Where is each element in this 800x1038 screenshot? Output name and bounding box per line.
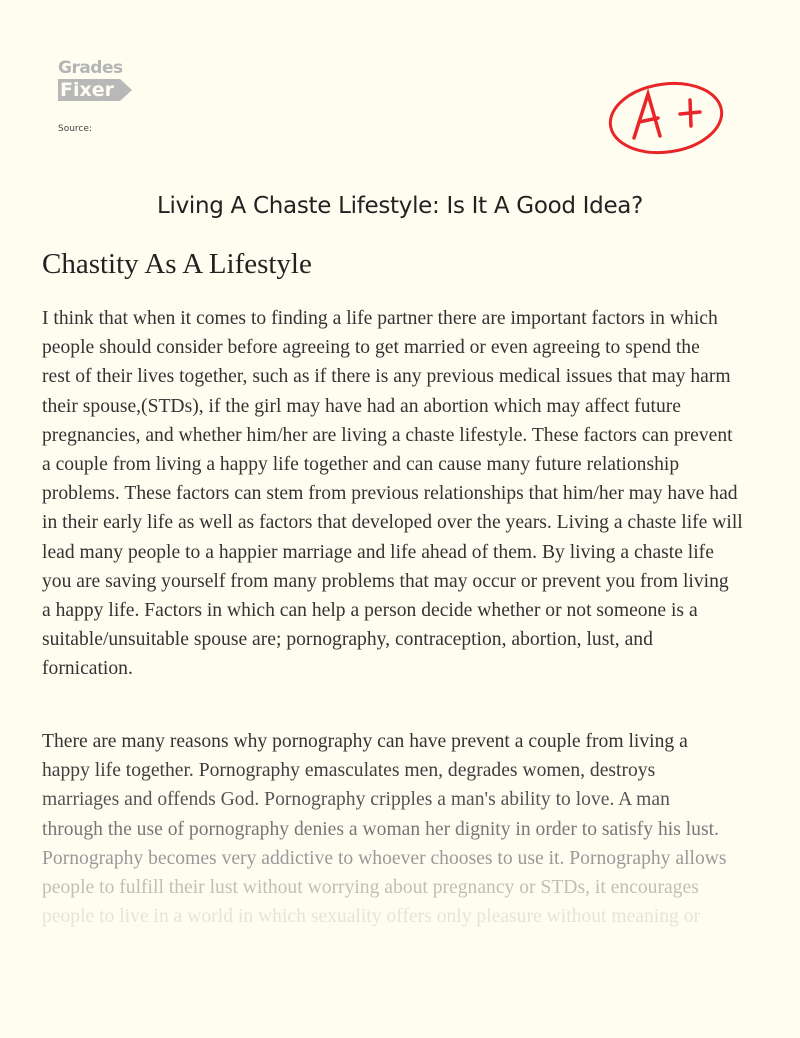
text-line: problems. These factors can stem from previous relationships that him/her may have had [42, 483, 738, 505]
source-label: Source: [58, 124, 92, 134]
text-line: their spouse,(STDs), if the girl may have had an abortion which may affect future [42, 395, 681, 417]
text-line: suitable/unsuitable spouse are; pornography, contraception, abortion, lust, and [42, 629, 653, 651]
text-line: people should consider before agreeing to get married or even agreeing to spend the [42, 337, 700, 359]
text-line: pregnancies, and whether him/her are living a chaste lifestyle. These factors can prevent [42, 424, 733, 446]
text-line: a couple from living a happy life together and can cause many future relationship [42, 454, 680, 476]
essay-paragraph-2 [42, 727, 772, 931]
page-title: Living A Chaste Lifestyle: Is It A Good Idea? [156, 193, 644, 219]
text-line: I think that when it comes to finding a life partner there are important factors in which [42, 308, 718, 329]
logo-text-fixer: Fixer [58, 79, 120, 101]
text-line: lead many people to a happier marriage and life ahead of them. By living a chaste life [42, 541, 714, 563]
text-line: through the use of pornography denies a woman her dignity in order to satisfy his lust. [42, 818, 719, 840]
text-line: Pornography becomes very addictive to whoever chooses to use it. Pornography allows [42, 847, 727, 869]
text-line: people to live in a world in which sexuality offers only pleasure without meaning or [42, 906, 701, 928]
text-line: fornication. [42, 658, 133, 680]
a-plus-grade-icon [604, 76, 736, 156]
text-line: rest of their lives together, such as if there is any previous medical issues that may harm [42, 366, 731, 388]
text-line: you are saving yourself from many problems that may occur or prevent you from living [42, 570, 729, 592]
text-line: in their early life as well as factors that developed over the years. Living a chaste life will [42, 512, 743, 534]
text-line: a happy life. Factors in which can help a person decide whether or not someone is a [42, 600, 698, 622]
logo-text-grades: Grades [58, 58, 123, 78]
essay-paragraph-1 [42, 304, 772, 684]
section-heading: Chastity As A Lifestyle [42, 248, 312, 280]
text-line: There are many reasons why pornography can have prevent a couple from living a [42, 731, 688, 752]
text-line: marriages and offends God. Pornography cripples a man's ability to love. A man [42, 789, 670, 811]
text-line: people to fulfill their lust without worrying about pregnancy or STDs, it encourages [42, 877, 699, 899]
gradesfixer-logo[interactable] [58, 58, 123, 101]
text-line: happy life together. Pornography emasculates men, degrades women, destroys [42, 760, 656, 782]
